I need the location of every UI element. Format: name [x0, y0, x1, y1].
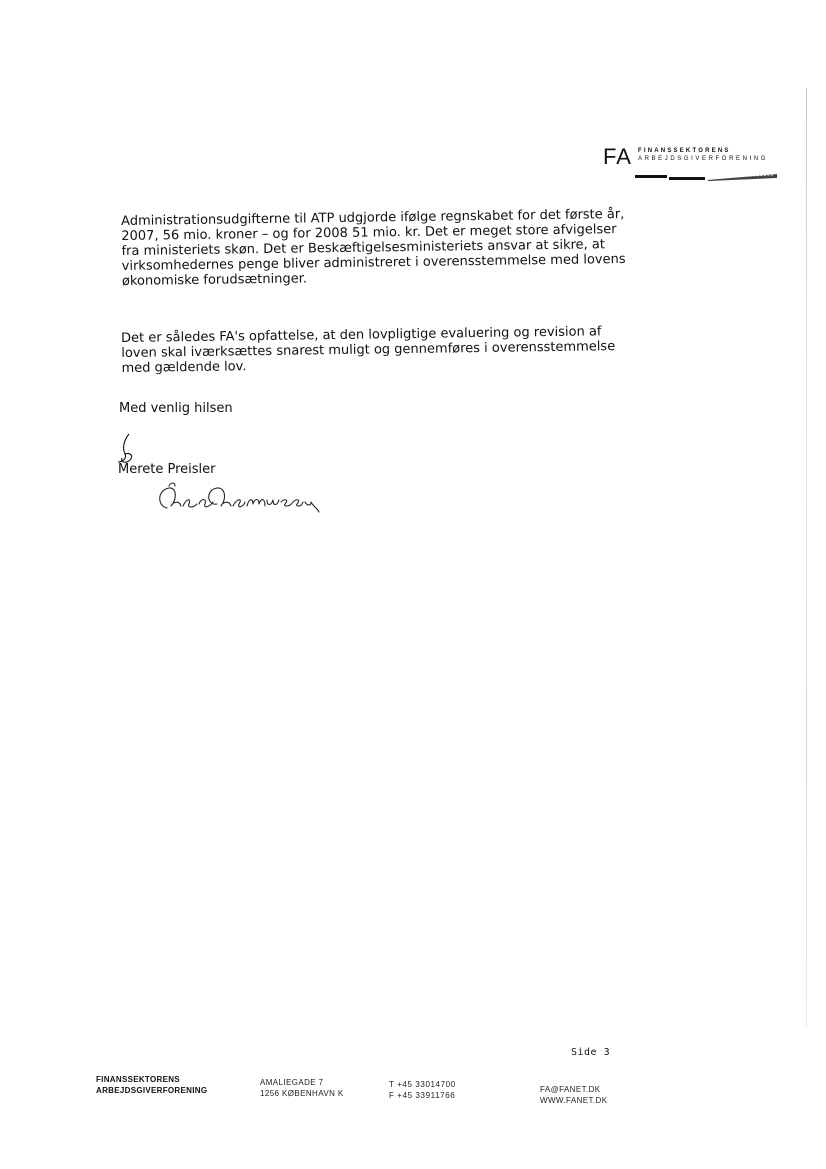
footer-contact-numbers	[389, 1079, 456, 1101]
logo-abbreviation: FA	[603, 144, 632, 169]
footer-website-link[interactable]: WWW.FANET.DK	[540, 1096, 608, 1105]
logo-underline-graphic	[635, 172, 777, 184]
footer-org-line2: ARBEJDSGIVERFORENING	[96, 1086, 208, 1095]
footer-address	[260, 1077, 344, 1099]
footer-email-link[interactable]: FA@FANET.DK	[540, 1085, 601, 1094]
logo-name-line2: ARBEJDSGIVERFORENING	[638, 156, 769, 162]
letterhead-logo	[603, 146, 783, 186]
closing-salutation: Med venlig hilsen	[119, 401, 233, 416]
footer-org-line1: FINANSSEKTORENS	[96, 1075, 180, 1084]
scan-edge-shadow	[806, 88, 807, 1028]
footer-online	[540, 1084, 607, 1106]
footer-phone: T +45 33014700	[389, 1080, 456, 1089]
body-paragraph-2: Det er således FA's opfattelse, at den lovpligtige evaluering og revision af loven skal iværksættes snarest muligt og gennemføres i overensstemmelse med gældende lov.	[121, 324, 616, 376]
body-paragraph-1: Administrationsudgifterne til ATP udgjorde ifølge regnskabet for det første år, 2007, 56 mio. kroner – og for 2008 51 mio. kr. Det er meget store afvigelser fra ministeriets skøn. Det er Beskæftigelsesministeriets ansvar at sikre, at virksomhedernes penge bliver administreret i overensstemmelse med lovens økonomiske forudsætninger.	[121, 206, 626, 289]
page-number: Side 3	[571, 1047, 611, 1058]
footer-postal-city: 1256 KØBENHAVN K	[260, 1089, 344, 1098]
footer-fax: F +45 33911766	[389, 1091, 456, 1100]
logo-name-line1: FINANSSEKTORENS	[638, 148, 731, 154]
footer-organization	[96, 1074, 207, 1096]
letter-footer	[0, 1074, 826, 1114]
handwritten-signature	[153, 476, 323, 526]
footer-street: AMALIEGADE 7	[260, 1078, 324, 1087]
signer-name: Merete Preisler	[118, 462, 216, 477]
